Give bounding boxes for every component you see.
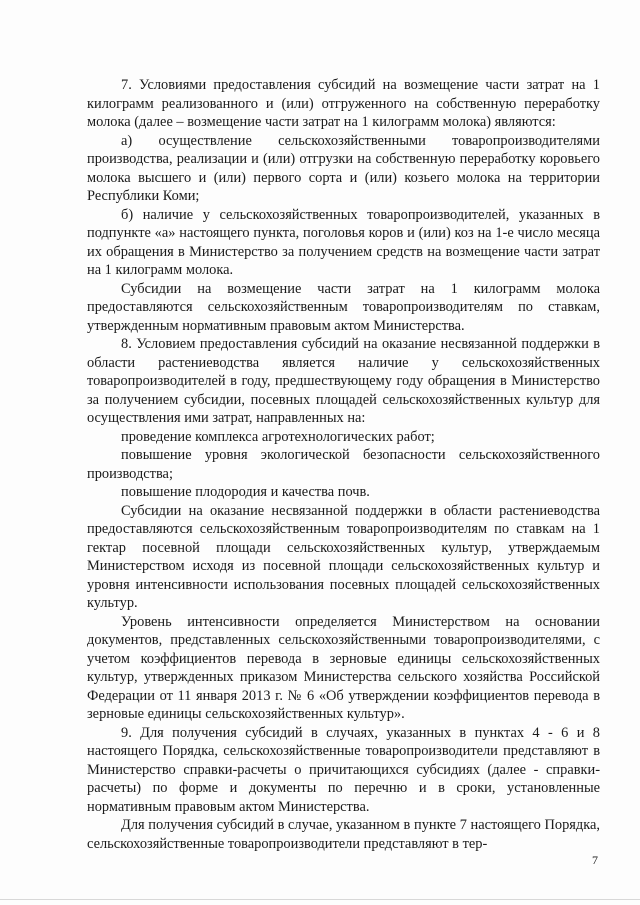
paragraph-9: 9. Для получения субсидий в случаях, указанных в пунктах 4 - 6 и 8 настоящего Порядка, сельскохозяйственные товаропроизводители представляют в Министерство справки-расчеты о причитающихся субсидиях (далее - справки-расчеты) по форме и документы по перечню и в сроки, установленные нормативным правовым актом Министерства.	[87, 724, 600, 815]
paragraph-8: 8. Условием предоставления субсидий на оказание несвязанной поддержки в области растениеводства является наличие у сельскохозяйственных товаропроизводителей в году, предшествующему году обращения в Министерство за получением субсидии, посевных площадей сельскохозяйственных культур для осуществления ими затрат, направленных на:	[87, 336, 600, 426]
paragraph-7-subsidy-rates: Субсидии на возмещение части затрат на 1 килограмм молока предоставляются сельскохозяйственным товаропроизводителям по ставкам, утвержденным нормативным правовым актом Министерства.	[87, 280, 600, 334]
paragraph-8-item-2: повышение уровня экологической безопасности сельскохозяйственного производства;	[87, 447, 600, 482]
paragraph-8-subsidy-rates: Субсидии на оказание несвязанной поддержки в области растениеводства предоставляются сельскохозяйственным товаропроизводителям по ставкам на 1 гектар посевной площади сельскохозяйственных культур, утверждаемым Министерством исходя из посевной площади сельскохозяйственных культур и уровня интенсивности использования посевных площадей сельскохозяйственных культур.	[87, 502, 600, 611]
page-bottom-edge	[0, 899, 640, 900]
paragraph-8-item-1: проведение комплекса агротехнологических работ;	[121, 428, 435, 445]
page-number: 7	[592, 853, 598, 867]
paragraph-9-continued: Для получения субсидий в случае, указанном в пункте 7 настоящего Порядка, сельскохозяйственные товаропроизводители представляют в тер-	[87, 817, 600, 852]
paragraph-8-item-3: повышение плодородия и качества почв.	[121, 484, 370, 500]
document-body	[87, 76, 600, 853]
paragraph-7: 7. Условиями предоставления субсидий на возмещение части затрат на 1 килограмм реализованного и (или) отгруженного на собственную переработку молока (далее – возмещение части затрат на 1 килограмм молока) являются:	[87, 77, 600, 130]
paragraph-7a: а) осуществление сельскохозяйственными товаропроизводителями производства, реализации и (или) отгрузки на собственную переработку коровьего молока высшего и (или) первого сорта и (или) козьего молока на территории Республики Коми;	[87, 132, 600, 204]
paragraph-7b: б) наличие у сельскохозяйственных товаропроизводителей, указанных в подпункте «а» настоящего пункта, поголовья коров и (или) коз на 1-е число месяца их обращения в Министерство за получением средств на возмещение части затрат на 1 килограмм молока.	[87, 206, 600, 278]
paragraph-8-intensity: Уровень интенсивности определяется Министерством на основании документов, представленных сельскохозяйственными товаропроизводителями, с учетом коэффициентов перевода в зерновые единицы сельскохозяйственных культур, утвержденных приказом Министерства сельского хозяйства Российской Федерации от 11 января 2013 г. № 6 «Об утверждении коэффициентов перевода в зерновые единицы сельскохозяйственных культур».	[87, 613, 600, 722]
